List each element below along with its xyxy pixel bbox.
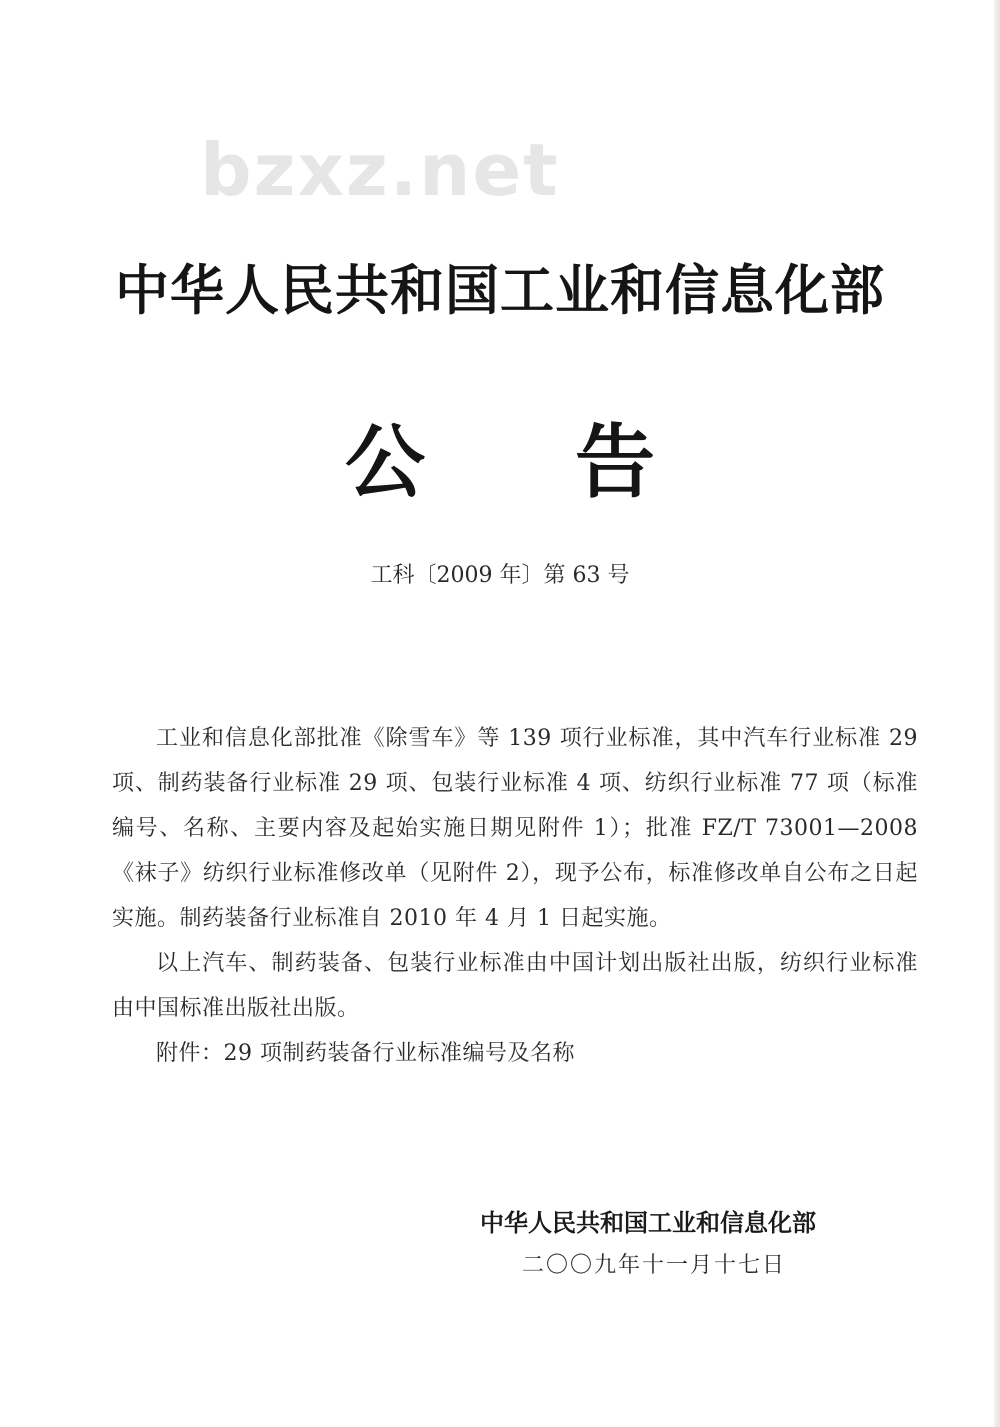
signature-date: 二〇〇九年十一月十七日	[522, 1253, 787, 1278]
attachment-line: 附件：29 项制药装备行业标准编号及名称	[156, 1041, 575, 1066]
document-number: 工科〔2009 年〕第 63 号	[370, 563, 630, 588]
ministry-title: 中华人民共和国工业和信息化部	[115, 259, 885, 322]
body-paragraph-2: 以上汽车、制药装备、包装行业标准由中国计划出版社出版，纺织行业标准由中国标准出版社出版。	[112, 951, 918, 1021]
notice-title-char-2: 告	[575, 416, 655, 509]
signature-organization: 中华人民共和国工业和信息化部	[480, 1209, 816, 1237]
page-edge-shadow	[994, 0, 1000, 1427]
body-paragraph-1: 工业和信息化部批准《除雪车》等 139 项行业标准，其中汽车行业标准 29 项、制药装备行业标准 29 项、包装行业标准 4 项、纺织行业标准 77 项（标准编号、名称、主要内容及起始实施日期见附件 1）；批准 FZ/T 73001—2008《袜子》纺织行业标准修改单（见附件 2），现予公布，标准修改单自公布之日起实施。制药装备行业标准自 2010 年 4 月 1 日起实施。	[112, 726, 918, 931]
notice-title	[0, 398, 1000, 513]
notice-body	[112, 716, 918, 1076]
watermark: bzxz.net	[200, 128, 560, 212]
notice-title-char-1: 公	[345, 416, 425, 509]
